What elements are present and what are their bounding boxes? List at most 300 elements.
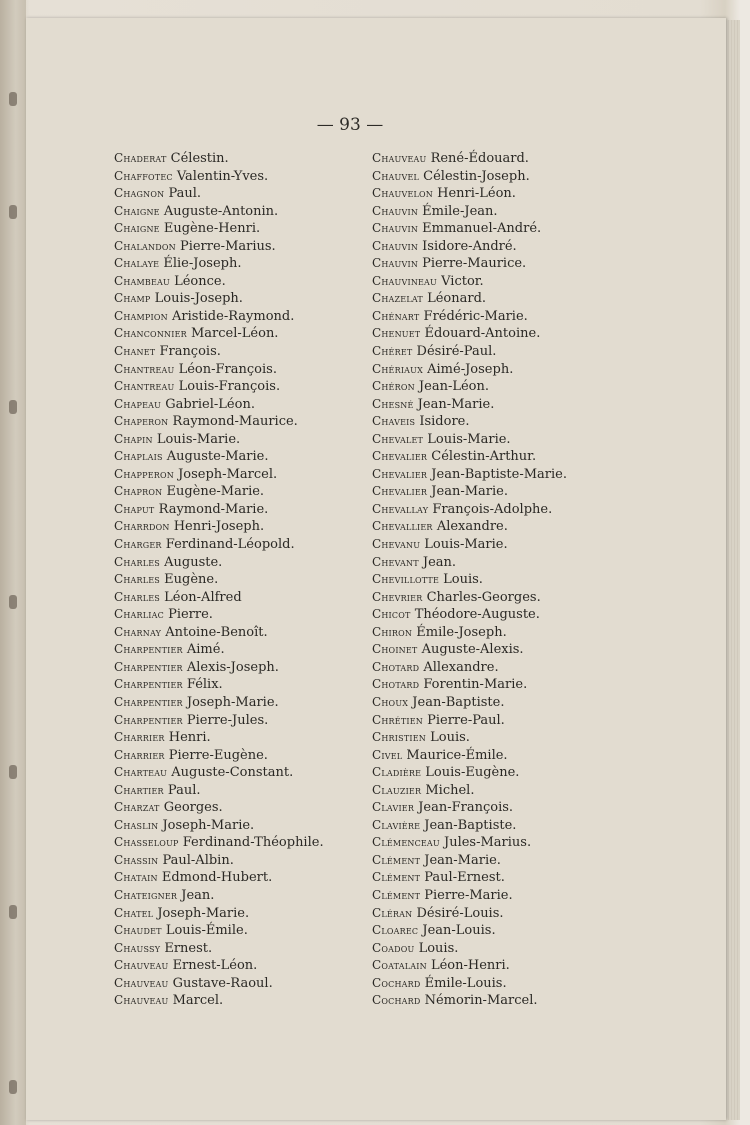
list-item — [114, 782, 359, 800]
list-item — [372, 308, 622, 326]
given-names: Georges. — [163, 800, 223, 816]
list-item — [114, 413, 359, 431]
list-item — [372, 887, 622, 905]
given-names: Eugène-Marie. — [166, 484, 265, 500]
given-names: Paul-Ernest. — [424, 870, 505, 886]
binding-stitch — [9, 595, 17, 609]
given-names: Isidore. — [419, 414, 470, 430]
surname: Clavière — [372, 817, 421, 832]
given-names: Auguste-Marie. — [166, 449, 269, 465]
surname: Charnay — [114, 624, 162, 639]
given-names: Jean-Baptiste. — [424, 817, 517, 833]
list-item — [372, 448, 622, 466]
surname: Charles — [114, 589, 160, 604]
list-item — [114, 940, 359, 958]
given-names: Henri-Léon. — [437, 186, 516, 202]
surname: Chaveis — [372, 414, 416, 429]
given-names: Émile-Louis. — [424, 975, 507, 991]
surname: Champion — [114, 308, 168, 323]
given-names: Louis-Marie. — [427, 431, 511, 447]
list-item — [114, 799, 359, 817]
surname: Chevanu — [372, 537, 421, 552]
list-item — [114, 290, 359, 308]
list-item — [372, 396, 622, 414]
given-names: Victor. — [441, 273, 484, 289]
list-item — [372, 940, 622, 958]
given-names: Paul. — [167, 782, 201, 798]
surname: Chalandon — [114, 238, 176, 253]
surname: Chauvel — [372, 168, 420, 183]
given-names: Marcel-Léon. — [190, 326, 279, 342]
surname: Chambeau — [114, 273, 170, 288]
list-item — [114, 536, 359, 554]
surname: Chaigne — [114, 221, 160, 236]
given-names: Henri. — [168, 730, 211, 746]
surname: Chauveau — [372, 151, 427, 165]
given-names: Pierre. — [168, 607, 213, 623]
given-names: Aimé-Joseph. — [427, 361, 514, 377]
given-names: Louis. — [418, 940, 459, 956]
given-names: Louis-Joseph. — [154, 291, 243, 307]
given-names: Célestin-Joseph. — [423, 168, 530, 184]
given-names: Louis-Émile. — [165, 923, 248, 939]
surname: Clément — [372, 870, 421, 885]
surname: Champ — [114, 291, 151, 306]
surname: Chéret — [372, 344, 413, 359]
surname: Chevalet — [372, 431, 424, 446]
given-names: Gabriel-Léon. — [165, 396, 255, 412]
surname: Chartier — [114, 782, 164, 797]
list-item — [114, 185, 359, 203]
list-item — [372, 624, 622, 642]
given-names: Pierre-Marie. — [424, 887, 513, 903]
surname: Coadou — [372, 940, 415, 955]
list-item — [372, 255, 622, 273]
list-item — [372, 957, 622, 975]
list-item — [372, 764, 622, 782]
surname: Cloarec — [372, 923, 419, 938]
given-names: Jean-Marie. — [424, 852, 501, 868]
list-item — [114, 448, 359, 466]
binding-stitch — [9, 205, 17, 219]
surname: Charpentier — [114, 659, 183, 674]
surname: Chevallier — [372, 519, 433, 534]
surname: Chantreau — [114, 361, 175, 376]
given-names: Charles-Georges. — [426, 589, 541, 605]
given-names: Pierre-Maurice. — [422, 256, 527, 272]
given-names: Pierre-Jules. — [186, 712, 269, 728]
list-item — [372, 361, 622, 379]
list-item — [372, 905, 622, 923]
given-names: Émile-Jean. — [422, 203, 498, 219]
list-item — [114, 606, 359, 624]
given-names: Louis-Marie. — [424, 537, 508, 553]
surname: Charles — [114, 572, 160, 587]
given-names: Joseph-Marie. — [157, 905, 250, 921]
list-item — [372, 659, 622, 677]
surname: Charpentier — [114, 677, 183, 692]
surname: Chapperon — [114, 466, 174, 481]
given-names: Jean-Léon. — [418, 379, 489, 395]
given-names: Alexis-Joseph. — [186, 659, 279, 675]
surname: Charpentier — [114, 694, 183, 709]
given-names: Frédéric-Marie. — [423, 308, 528, 324]
list-item — [114, 308, 359, 326]
given-names: Joseph-Marcel. — [178, 466, 278, 482]
surname: Chanet — [114, 344, 156, 359]
list-item — [114, 518, 359, 536]
given-names: Louis-François. — [178, 379, 281, 395]
surname: Chevant — [372, 554, 419, 569]
given-names: Auguste. — [164, 554, 223, 570]
list-item — [372, 185, 622, 203]
surname: Chaigne — [114, 203, 160, 218]
surname: Chapin — [114, 431, 153, 446]
surname: Chiron — [372, 624, 413, 639]
list-item — [114, 150, 359, 168]
surname: Charrdon — [114, 519, 170, 534]
given-names: Édouard-Antoine. — [424, 326, 541, 342]
given-names: Émile-Joseph. — [416, 624, 507, 640]
given-names: Joseph-Marie. — [162, 817, 255, 833]
given-names: Allexandre. — [423, 659, 499, 675]
given-names: Ernest. — [164, 940, 213, 956]
list-item — [114, 624, 359, 642]
list-item — [114, 957, 359, 975]
given-names: Alexandre. — [436, 519, 508, 535]
surname: Coatalain — [372, 958, 427, 973]
list-item — [372, 799, 622, 817]
list-item — [114, 220, 359, 238]
given-names: Raymond-Marie. — [158, 501, 269, 517]
list-item — [372, 922, 622, 940]
given-names: François. — [159, 344, 221, 360]
list-item — [372, 220, 622, 238]
list-item — [114, 992, 359, 1010]
list-item — [372, 782, 622, 800]
given-names: Léonard. — [427, 291, 487, 307]
given-names: Antoine-Benoît. — [165, 624, 268, 640]
list-item — [372, 203, 622, 221]
list-item — [372, 325, 622, 343]
surname: Chauvin — [372, 203, 419, 218]
list-item — [372, 343, 622, 361]
list-item — [114, 729, 359, 747]
given-names: Jean-Louis. — [422, 923, 496, 939]
surname: Charteau — [114, 765, 168, 780]
given-names: Forentin-Marie. — [423, 677, 528, 693]
list-item — [114, 764, 359, 782]
list-item — [372, 571, 622, 589]
list-item — [114, 834, 359, 852]
list-item — [114, 466, 359, 484]
surname: Chauveau — [114, 975, 169, 990]
given-names: Pierre-Eugène. — [168, 747, 268, 763]
given-names: Léon-Henri. — [430, 958, 510, 974]
surname: Chauveau — [114, 993, 169, 1008]
surname: Chauveau — [114, 958, 169, 973]
list-item — [114, 922, 359, 940]
surname: Charger — [114, 537, 162, 552]
list-item — [114, 817, 359, 835]
given-names: Ernest-Léon. — [172, 958, 258, 974]
given-names: Ferdinand-Théophile. — [182, 835, 324, 851]
list-item — [372, 273, 622, 291]
surname: Cléran — [372, 905, 413, 920]
list-item — [372, 869, 622, 887]
list-item — [114, 396, 359, 414]
given-names: Léon-François. — [178, 361, 277, 377]
given-names: Eugène-Henri. — [163, 221, 261, 237]
given-names: Jules-Marius. — [444, 835, 532, 851]
binding-stitch — [9, 905, 17, 919]
list-item — [372, 712, 622, 730]
list-item — [372, 676, 622, 694]
list-item — [114, 343, 359, 361]
list-item — [114, 852, 359, 870]
surname: Chicot — [372, 607, 411, 622]
binding-stitch — [9, 92, 17, 106]
surname: Chapeau — [114, 396, 162, 411]
given-names: Théodore-Auguste. — [414, 607, 540, 623]
list-item — [114, 887, 359, 905]
page-edges — [726, 20, 740, 1120]
list-item — [372, 554, 622, 572]
surname: Chantreau — [114, 379, 175, 394]
surname: Chaudet — [114, 923, 162, 938]
given-names: Henri-Joseph. — [173, 519, 265, 535]
given-names: Jean-Marie. — [417, 396, 495, 412]
list-item — [372, 747, 622, 765]
list-item — [372, 501, 622, 519]
surname: Chauvin — [372, 221, 419, 236]
surname: Chalaye — [114, 256, 160, 271]
surname: Civel — [372, 747, 403, 762]
list-item — [372, 589, 622, 607]
list-item — [372, 413, 622, 431]
list-item — [114, 255, 359, 273]
surname: Charrier — [114, 747, 165, 762]
given-names: Félix. — [186, 677, 223, 693]
given-names: Auguste-Constant. — [171, 765, 294, 781]
given-names: Léonce. — [174, 273, 226, 289]
surname: Chéron — [372, 379, 415, 394]
list-item — [114, 203, 359, 221]
surname: Chesné — [372, 396, 414, 411]
given-names: Jean-Marie. — [431, 484, 508, 500]
given-names: Jean-Baptiste. — [412, 694, 505, 710]
list-item — [114, 325, 359, 343]
given-names: Léon-Alfred — [164, 589, 242, 605]
surname: Chatain — [114, 870, 158, 885]
list-item — [372, 729, 622, 747]
surname: Chevalier — [372, 466, 428, 481]
list-item — [372, 238, 622, 256]
given-names: Maurice-Émile. — [406, 747, 508, 763]
given-names: Raymond-Maurice. — [172, 414, 298, 430]
name-column-right — [372, 150, 622, 1010]
surname: Chauvelon — [372, 186, 433, 201]
surname: Chapron — [114, 484, 163, 499]
list-item — [372, 168, 622, 186]
surname: Chrétien — [372, 712, 423, 727]
given-names: Aristide-Raymond. — [171, 308, 295, 324]
given-names: Isidore-André. — [422, 238, 517, 254]
given-names: Emmanuel-André. — [422, 221, 542, 237]
list-item — [372, 536, 622, 554]
surname: Christien — [372, 730, 426, 745]
list-item — [114, 869, 359, 887]
surname: Chauvineau — [372, 273, 437, 288]
given-names: Ferdinand-Léopold. — [165, 537, 295, 553]
binding-stitch — [9, 1080, 17, 1094]
given-names: Eugène. — [164, 572, 219, 588]
surname: Chagnon — [114, 186, 165, 201]
list-item — [372, 483, 622, 501]
list-item — [114, 975, 359, 993]
list-item — [114, 378, 359, 396]
given-names: Pierre-Paul. — [427, 712, 505, 728]
list-item — [114, 747, 359, 765]
surname: Clémenceau — [372, 835, 440, 850]
surname: Chevrier — [372, 589, 423, 604]
surname: Chénart — [372, 308, 420, 323]
surname: Chaffotec — [114, 168, 173, 183]
list-item — [114, 641, 359, 659]
surname: Chanconnier — [114, 326, 187, 341]
surname: Chaslin — [114, 817, 159, 832]
list-item — [114, 659, 359, 677]
surname: Clément — [372, 887, 421, 902]
surname: Charliac — [114, 607, 164, 622]
list-item — [372, 518, 622, 536]
surname: Charrier — [114, 730, 165, 745]
book-gutter — [0, 0, 26, 1125]
list-item — [372, 834, 622, 852]
surname: Chevallay — [372, 501, 429, 516]
list-item — [114, 694, 359, 712]
list-item — [114, 676, 359, 694]
surname: Clauzier — [372, 782, 422, 797]
list-item — [114, 589, 359, 607]
list-item — [372, 378, 622, 396]
given-names: Jean-Baptiste-Marie. — [431, 466, 567, 482]
list-item — [114, 501, 359, 519]
surname: Charpentier — [114, 712, 183, 727]
surname: Chotard — [372, 677, 420, 692]
given-names: Pierre-Marius. — [179, 238, 276, 254]
surname: Charpentier — [114, 642, 183, 657]
given-names: Jean. — [181, 887, 215, 903]
given-names: Aimé. — [186, 642, 225, 658]
list-item — [372, 606, 622, 624]
given-names: Valentin-Yves. — [176, 168, 269, 184]
given-names: Paul. — [168, 186, 202, 202]
list-item — [114, 168, 359, 186]
given-names: Louis. — [443, 572, 483, 588]
surname: Chasseloup — [114, 835, 179, 850]
list-item — [372, 852, 622, 870]
given-names: Célestin. — [170, 151, 229, 166]
given-names: Paul-Albin. — [162, 852, 234, 868]
surname: Chériaux — [372, 361, 423, 376]
surname: Clavier — [372, 800, 415, 815]
surname: Chevillotte — [372, 572, 439, 587]
surname: Chotard — [372, 659, 420, 674]
surname: Clément — [372, 852, 421, 867]
list-item — [372, 641, 622, 659]
surname: Chassin — [114, 852, 159, 867]
surname: Charles — [114, 554, 160, 569]
surname: Chateigner — [114, 887, 178, 902]
surname: Chaperon — [114, 414, 169, 429]
list-item — [114, 554, 359, 572]
surname: Chaput — [114, 501, 155, 516]
surname: Choinet — [372, 642, 418, 657]
binding-stitch — [9, 400, 17, 414]
surname: Chevalier — [372, 484, 428, 499]
given-names: Gustave-Raoul. — [172, 975, 273, 991]
list-item — [372, 992, 622, 1010]
surname: Cochard — [372, 993, 421, 1008]
surname: Chenuet — [372, 326, 421, 341]
list-item — [114, 238, 359, 256]
surname: Chaplais — [114, 449, 163, 464]
surname: Chaderat — [114, 151, 167, 165]
binding-stitch — [9, 765, 17, 779]
given-names: Désiré-Paul. — [416, 344, 497, 360]
list-item — [114, 361, 359, 379]
given-names: Némorin-Marcel. — [424, 993, 538, 1009]
list-item — [372, 290, 622, 308]
surname: Chauvin — [372, 256, 419, 271]
given-names: Auguste-Antonin. — [163, 203, 279, 219]
page-number: — 93 — — [316, 115, 384, 135]
surname: Chevalier — [372, 449, 428, 464]
given-names: François-Adolphe. — [432, 501, 553, 517]
given-names: Élie-Joseph. — [163, 256, 242, 272]
list-item — [372, 466, 622, 484]
given-names: Jean. — [422, 554, 457, 570]
given-names: Edmond-Hubert. — [161, 870, 273, 886]
given-names: Louis-Marie. — [156, 431, 241, 447]
surname: Chazelat — [372, 291, 423, 306]
list-item — [372, 150, 622, 168]
surname: Cladière — [372, 765, 422, 780]
list-item — [114, 571, 359, 589]
given-names: Célestin-Arthur. — [431, 449, 537, 465]
given-names: Auguste-Alexis. — [421, 642, 524, 658]
given-names: Marcel. — [172, 993, 224, 1009]
given-names: Michel. — [425, 782, 475, 798]
list-item — [114, 431, 359, 449]
list-item — [114, 273, 359, 291]
surname: Chauvin — [372, 238, 419, 253]
list-item — [372, 431, 622, 449]
list-item — [372, 694, 622, 712]
list-item — [372, 975, 622, 993]
name-column-left — [114, 150, 359, 1010]
list-item — [114, 483, 359, 501]
given-names: Joseph-Marie. — [186, 694, 279, 710]
list-item — [372, 817, 622, 835]
given-names: Désiré-Louis. — [416, 905, 504, 921]
given-names: Louis-Eugène. — [425, 765, 520, 781]
surname: Chatel — [114, 905, 154, 920]
given-names: René-Édouard. — [430, 151, 529, 166]
list-item — [114, 905, 359, 923]
given-names: Louis. — [430, 730, 470, 746]
